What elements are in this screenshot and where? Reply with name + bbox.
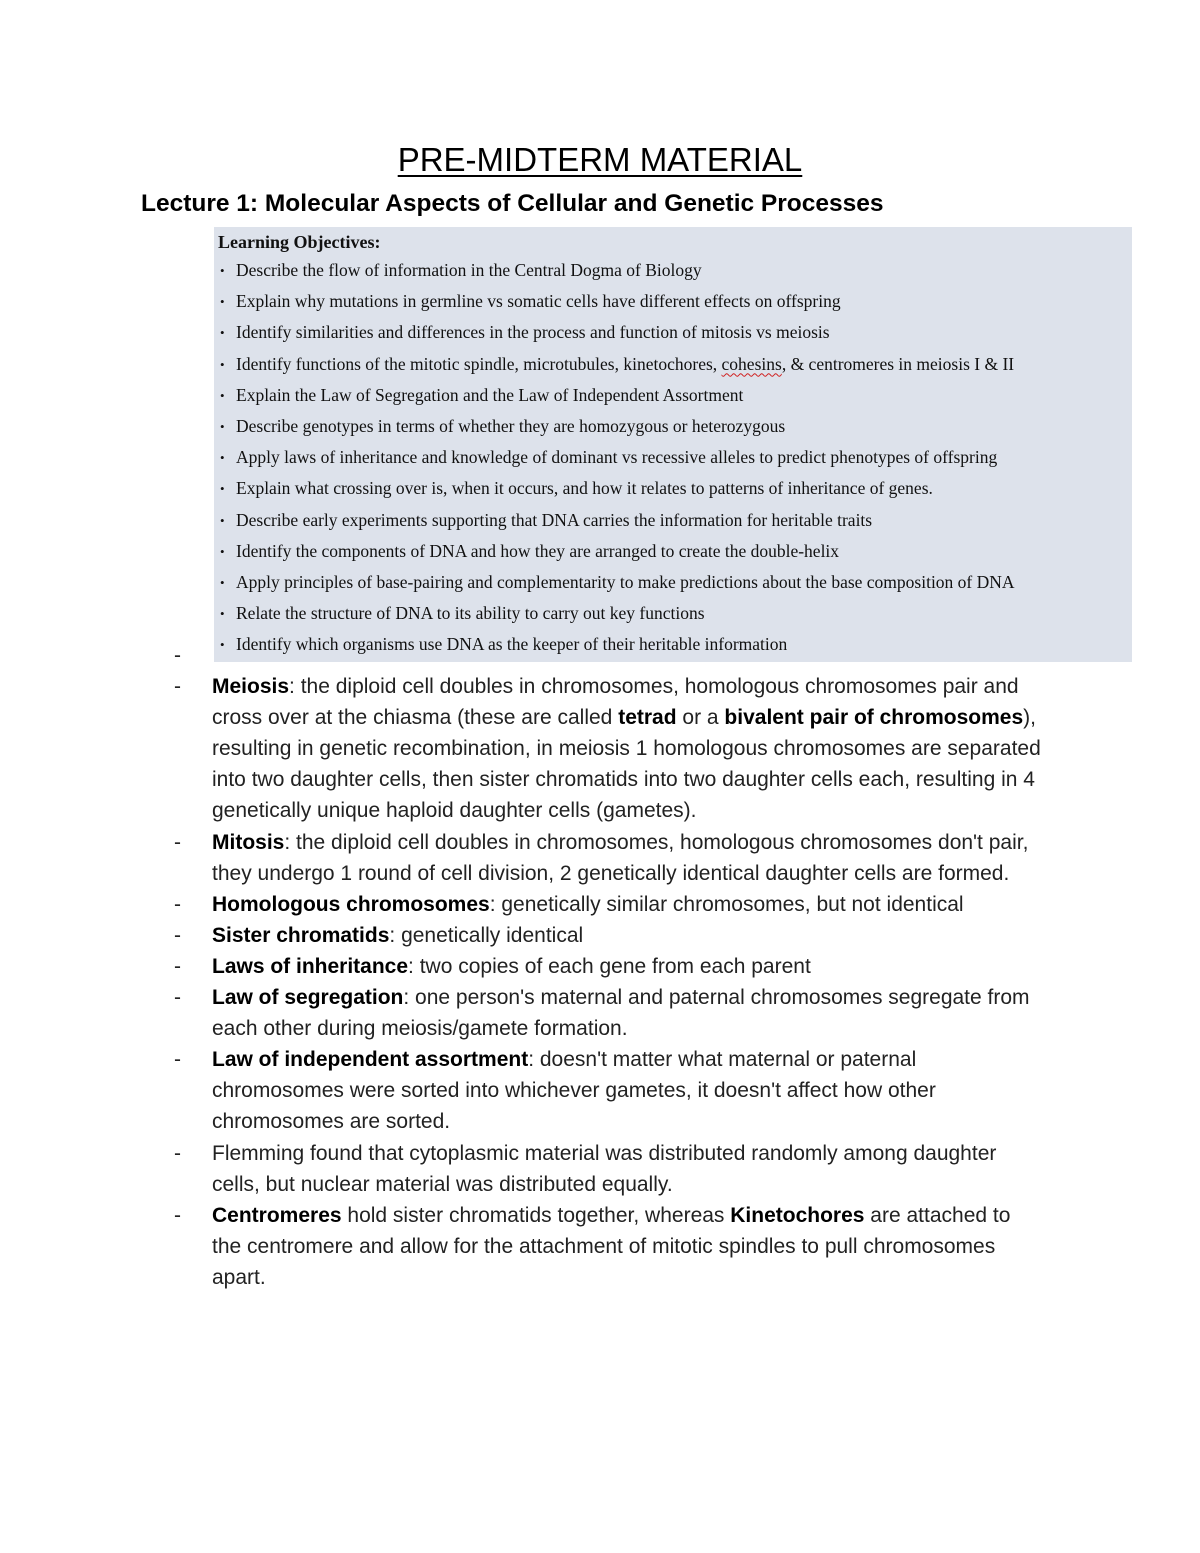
dash-marker: - xyxy=(174,1203,181,1227)
term-sister-chromatids: Sister chromatids xyxy=(212,923,390,947)
objective-item: • Explain the Law of Segregation and the Law of Independent Assortment xyxy=(214,380,1015,411)
term-laws-of-inheritance: Laws of inheritance xyxy=(212,954,409,978)
note-laws-of-inheritance: - Laws of inheritance: two copies of each gene from each parent xyxy=(0,951,1042,982)
notes-list xyxy=(0,640,1200,1293)
term-kinetochores: Kinetochores xyxy=(730,1203,865,1227)
bullet-icon: • xyxy=(220,294,225,310)
objective-item: • Explain what crossing over is, when it occurs, and how it relates to patterns of inheritance of genes. xyxy=(214,473,1015,504)
page-title: PRE-MIDTERM MATERIAL xyxy=(397,141,803,178)
objective-item: • Describe genotypes in terms of whether they are homozygous or heterozygous xyxy=(214,411,1015,442)
objective-item: • Explain why mutations in germline vs somatic cells have different effects on offspring xyxy=(214,286,1015,317)
dash-marker: - xyxy=(174,644,181,667)
dash-marker: - xyxy=(174,986,181,1010)
bullet-icon: • xyxy=(220,637,225,653)
term-law-of-segregation: Law of segregation xyxy=(212,986,404,1010)
bullet-icon: • xyxy=(220,574,225,590)
bullet-icon: • xyxy=(220,543,225,559)
term-centromeres: Centromeres xyxy=(212,1203,342,1227)
term-homologous-chromosomes: Homologous chromosomes xyxy=(212,892,490,916)
objectives-list xyxy=(214,255,1015,660)
lecture-heading: Lecture 1: Molecular Aspects of Cellular and Genetic Processes xyxy=(141,190,884,217)
dash-marker: - xyxy=(174,675,181,699)
objectives-heading: Learning Objectives: xyxy=(218,232,381,252)
objective-item: • Identify which organisms use DNA as the keeper of their heritable information xyxy=(214,629,1015,660)
learning-objectives-box xyxy=(214,227,1132,662)
bullet-icon: • xyxy=(220,481,225,497)
term-tetrad: tetrad xyxy=(618,706,677,730)
objective-item: • Identify functions of the mitotic spindle, microtubules, kinetochores, cohesins, & centromeres in meiosis I & II xyxy=(214,349,1015,380)
objective-item: • Describe the flow of information in the Central Dogma of Biology xyxy=(214,255,1015,286)
dash-marker: - xyxy=(174,1141,181,1165)
note-sister-chromatids: - Sister chromatids: genetically identical xyxy=(0,920,1042,951)
dash-marker: - xyxy=(174,923,181,947)
bullet-icon: • xyxy=(220,263,225,278)
objective-item: • Identify similarities and differences in the process and function of mitosis vs meiosis xyxy=(214,317,1015,348)
bullet-icon: • xyxy=(220,418,225,434)
objective-item: • Relate the structure of DNA to its ability to carry out key functions xyxy=(214,598,1015,629)
dash-marker: - xyxy=(174,830,181,854)
empty-list-item xyxy=(0,640,1042,671)
note-meiosis: - Meiosis: the diploid cell doubles in chromosomes, homologous chromosomes pair and cross over at the chiasma (these are called tetrad or a bivalent pair of chromosomes), resulting in genetic recombination, in meiosis 1 homologous chromosomes are separated into two daughter cells, then sister chromatids into two daughter cells each, resulting in 4 genetically unique haploid daughter cells (gametes). xyxy=(0,671,1042,826)
dash-marker: - xyxy=(174,954,181,978)
bullet-icon: • xyxy=(220,356,225,372)
term-mitosis: Mitosis xyxy=(212,830,285,854)
dash-marker: - xyxy=(174,1048,181,1072)
objective-item: • Apply principles of base-pairing and complementarity to make predictions about the base composition of DNA xyxy=(214,567,1015,598)
bullet-icon: • xyxy=(220,325,225,341)
bullet-icon: • xyxy=(220,450,225,466)
note-law-of-independent-assortment: - Law of independent assortment: doesn't matter what maternal or paternal chromosomes were sorted into whichever gametes, it doesn't affect how other chromosomes are sorted. xyxy=(0,1044,1042,1137)
bullet-icon: • xyxy=(220,606,225,622)
objective-item: • Apply laws of inheritance and knowledge of dominant vs recessive alleles to predict phenotypes of offspring xyxy=(214,442,1015,473)
note-homologous-chromosomes: - Homologous chromosomes: genetically similar chromosomes, but not identical xyxy=(0,889,1042,920)
term-law-of-independent-assortment: Law of independent assortment xyxy=(212,1048,529,1072)
bullet-icon: • xyxy=(220,512,225,528)
objective-item: • Identify the components of DNA and how they are arranged to create the double-helix xyxy=(214,536,1015,567)
spellcheck-underlined-word: cohesins xyxy=(721,353,782,374)
term-meiosis: Meiosis xyxy=(212,675,290,699)
note-flemming: - Flemming found that cytoplasmic material was distributed randomly among daughter cells, but nuclear material was distributed equally. xyxy=(0,1138,1042,1200)
term-bivalent-pair: bivalent pair of chromosomes xyxy=(724,706,1024,730)
bullet-icon: • xyxy=(220,387,225,403)
note-law-of-segregation: - Law of segregation: one person's maternal and paternal chromosomes segregate from each other during meiosis/gamete formation. xyxy=(0,982,1042,1044)
note-mitosis: - Mitosis: the diploid cell doubles in chromosomes, homologous chromosomes don't pair, they undergo 1 round of cell division, 2 genetically identical daughter cells are formed. xyxy=(0,827,1042,889)
objective-item: • Describe early experiments supporting that DNA carries the information for heritable traits xyxy=(214,505,1015,536)
note-centromeres: - Centromeres hold sister chromatids together, whereas Kinetochores are attached to the centromere and allow for the attachment of mitotic spindles to pull chromosomes apart. xyxy=(0,1200,1042,1293)
dash-marker: - xyxy=(174,892,181,916)
